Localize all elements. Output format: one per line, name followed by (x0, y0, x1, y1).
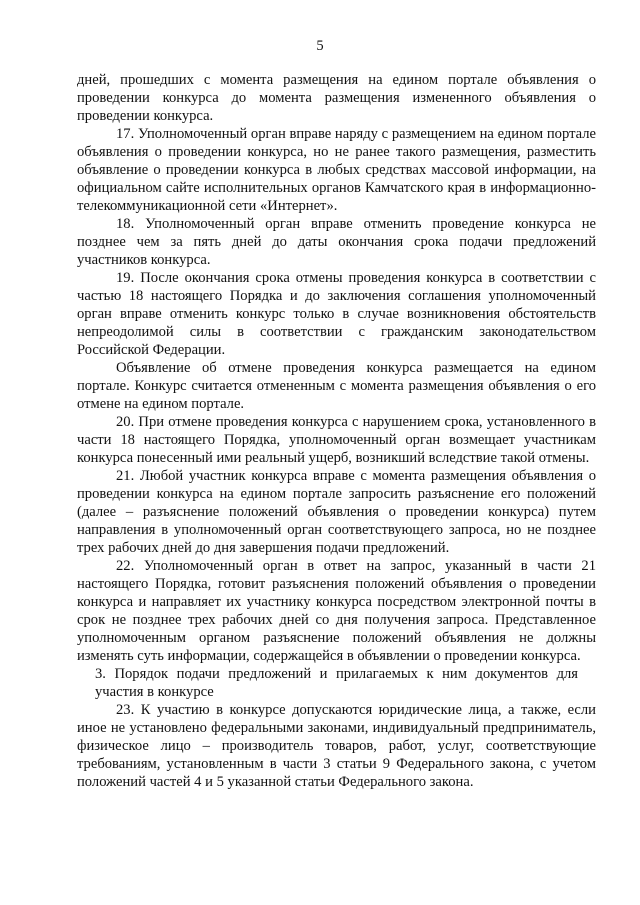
paragraph-20: 20. При отмене проведения конкурса с нарушением срока, установленного в части 18 настоящего Порядка, уполномоченный орган возмещает участникам конкурса понесенный ими реальный ущерб, возникший вследствие такой отмены. (77, 414, 596, 466)
paragraph-cancellation-notice: Объявление об отмене проведения конкурса размещается на едином портале. Конкурс считается отмененным с момента размещения объявления о его отмене на едином портале. (77, 360, 596, 412)
section-heading: 3. Порядок подачи предложений и прилагаемых к ним документов для участия в конкурсе (95, 666, 578, 700)
paragraph-22: 22. Уполномоченный орган в ответ на запрос, указанный в части 21 настоящего Порядка, готовит разъяснения положений объявления о проведении конкурса и направляет их участнику конкурса посредством электронной почты в срок не позднее трех рабочих дней со дня получения запроса. Представленное уполномоченным органом разъяснение положений объявления не должны изменять суть информации, содержащейся в объявлении о проведении конкурса. (77, 558, 596, 664)
paragraph-continuation: дней, прошедших с момента размещения на едином портале объявления о проведении конкурса до момента размещения измененного объявления о проведении конкурса. (77, 72, 596, 124)
page-number: 5 (316, 38, 324, 54)
paragraph-21: 21. Любой участник конкурса вправе с момента размещения объявления о проведении конкурса на едином портале запросить разъяснение его положений (далее – разъяснение положений объявления о проведении конкурса) путем направления в уполномоченный орган соответствующего запроса, но не позднее трех рабочих дней до дня завершения подачи предложений. (77, 468, 596, 556)
document-body (77, 71, 596, 791)
paragraph-23: 23. К участию в конкурсе допускаются юридические лица, а также, если иное не установлено федеральными законами, индивидуальный предприниматель, физическое лицо – производитель товаров, работ, услуг, соответствующие требованиям, установленным в части 3 статьи 9 Федерального закона, с учетом положений частей 4 и 5 указанной статьи Федерального закона. (77, 702, 596, 790)
paragraph-17: 17. Уполномоченный орган вправе наряду с размещением на едином портале объявления о проведении конкурса, но не ранее такого размещения, разместить объявление о проведении конкурса в любых средствах массовой информации, на официальном сайте исполнительных органов Камчатского края в информационно-телекоммуникационной сети «Интернет». (77, 126, 596, 214)
paragraph-18: 18. Уполномоченный орган вправе отменить проведение конкурса не позднее чем за пять дней до даты окончания срока подачи предложений участников конкурса. (77, 216, 596, 268)
paragraph-19: 19. После окончания срока отмены проведения конкурса в соответствии с частью 18 настоящего Порядка и до заключения соглашения уполномоченный орган вправе отменить конкурс только в случае возникновения обстоятельств непреодолимой силы в соответствии с гражданским законодательством Российской Федерации. (77, 270, 596, 358)
